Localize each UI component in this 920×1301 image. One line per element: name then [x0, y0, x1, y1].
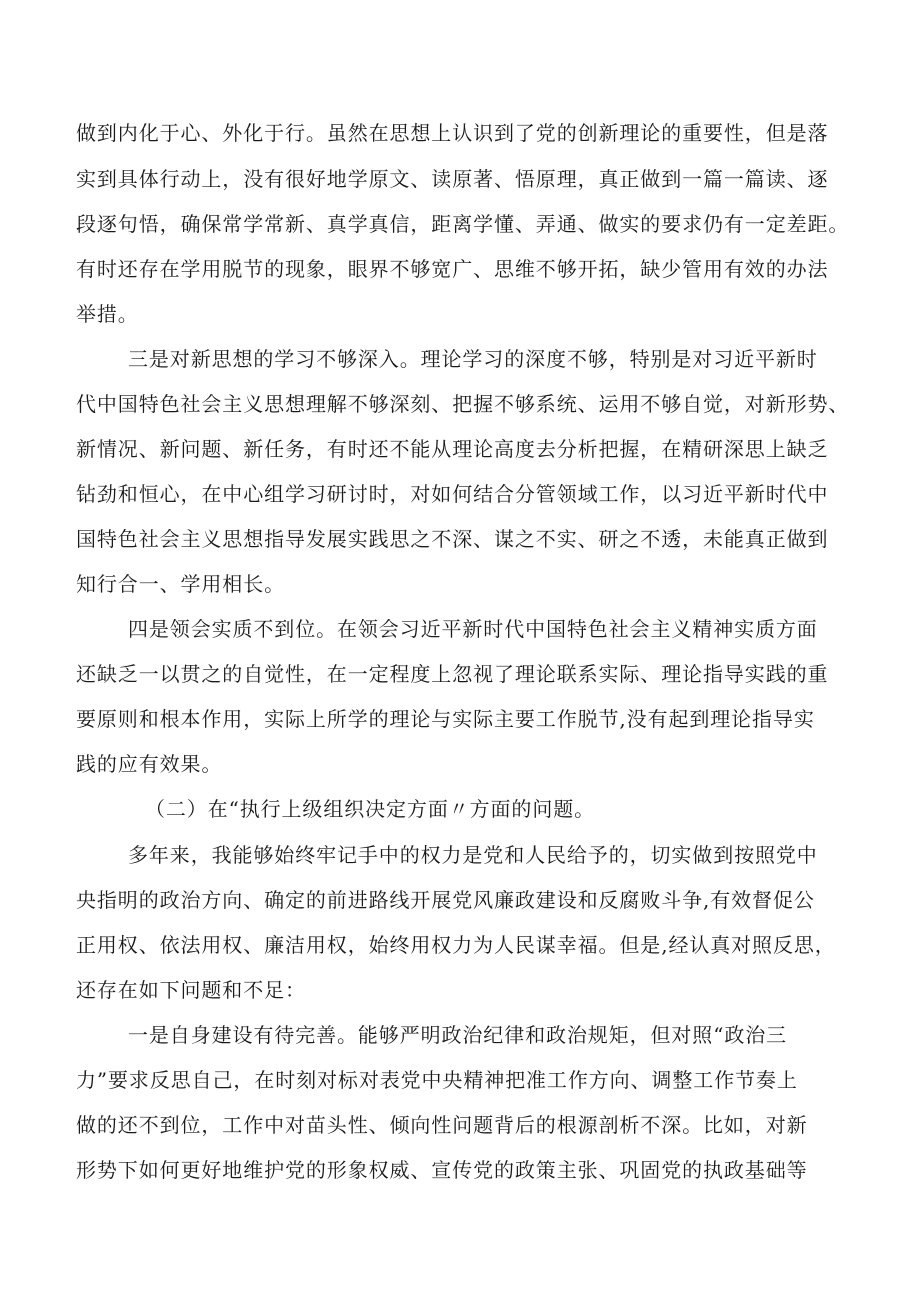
- text-line: 正用权、依法用权、廉洁用权，始终用权力为人民谋幸福。但是,经认真对照反思，: [76, 933, 836, 957]
- text-line: 形势下如何更好地维护党的形象权威、宣传党的政策主张、巩固党的执政基础等: [76, 1158, 808, 1182]
- paragraph-first-line: 三是对新思想的学习不够深入。理论学习的深度不够，特别是对习近平新时: [128, 347, 818, 371]
- paragraph-first-line: 四是领会实质不到位。在领会习近平新时代中国特色社会主义精神实质方面: [128, 617, 818, 641]
- text-line: 新情况、新问题、新任务，有时还不能从理论高度去分析把握，在精研深思上缺乏: [76, 437, 829, 461]
- text-line: 代中国特色社会主义思想理解不够深刻、把握不够系统、运用不够自觉，对新形势、: [76, 392, 850, 416]
- section-heading: （二）在“执行上级组织决定方面〃方面的问题。: [145, 797, 596, 821]
- text-line: 做的还不到位，工作中对苗头性、倾向性问题背后的根源剖析不深。比如，对新: [76, 1113, 808, 1137]
- text-line: 做到内化于心、外化于行。虽然在思想上认识到了党的创新理论的重要性，但是落: [76, 121, 829, 145]
- text-line: 还存在如下问题和不足：: [76, 978, 306, 1002]
- text-line: 知行合一、学用相长。: [76, 572, 285, 596]
- text-line: 践的应有效果。: [76, 752, 223, 776]
- text-line: 国特色社会主义思想指导发展实践思之不深、谋之不实、研之不透，未能真正做到: [76, 527, 829, 551]
- text-line: 段逐句悟，确保常学常新、真学真信，距离学懂、弄通、做实的要求仍有一定差距。: [76, 212, 850, 236]
- text-line: 钻劲和恒心，在中心组学习研讨时，对如何结合分管领域工作，以习近平新时代中: [76, 482, 829, 506]
- text-line: 还缺乏一以贯之的自觉性，在一定程度上忽视了理论联系实际、理论指导实践的重: [76, 662, 829, 686]
- paragraph-first-line: 一是自身建设有待完善。能够严明政治纪律和政治规矩，但对照“政治三: [128, 1023, 788, 1047]
- paragraph-first-line: 多年来，我能够始终牢记手中的权力是党和人民给予的，切实做到按照党中: [128, 843, 818, 867]
- text-line: 要原则和根本作用，实际上所学的理论与实际主要工作脱节,没有起到理论指导实: [76, 707, 815, 731]
- text-line: 有时还存在学用脱节的现象，眼界不够宽广、思维不够开拓，缺少管用有效的办法: [76, 257, 829, 281]
- text-line: 举措。: [76, 302, 139, 326]
- text-line: 力”要求反思自己，在时刻对标对表党中央精神把准工作方向、调整工作节奏上: [76, 1068, 798, 1092]
- text-line: 实到具体行动上，没有很好地学原文、读原著、悟原理，真正做到一篇一篇读、逐: [76, 167, 829, 191]
- text-line: 央指明的政治方向、确定的前进路线开展党风廉政建设和反腐败斗争,有效督促公: [76, 888, 815, 912]
